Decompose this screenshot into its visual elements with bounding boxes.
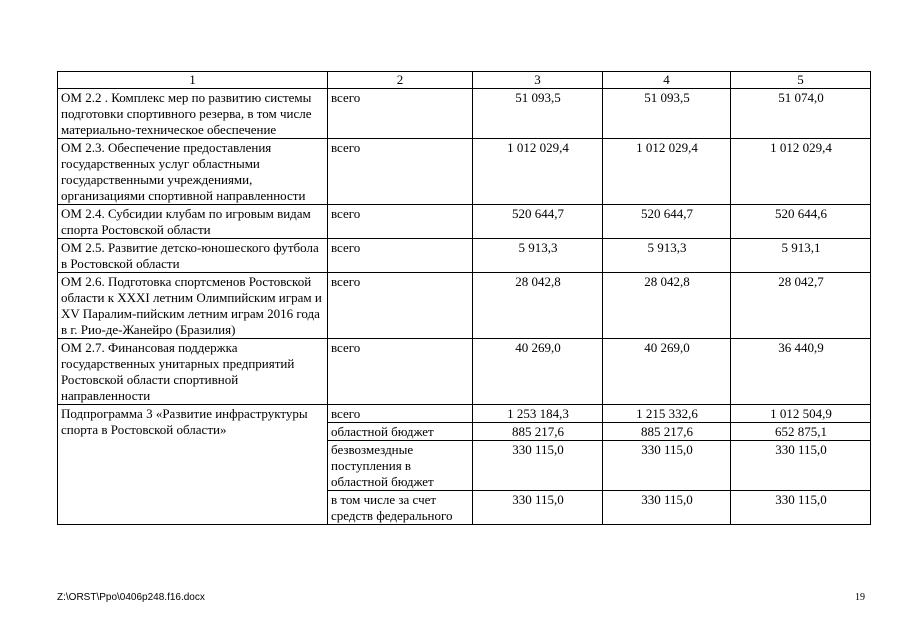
row-value: 28 042,8 [603,273,731,339]
row-name: ОМ 2.6. Подготовка спортсменов Ростовской области к XXXI летним Олимпийским играм и XV Паралим-пийским летним играм 2016 года в г. Рио-де-Жанейро (Бразилия) [58,273,328,339]
table-row [58,139,871,205]
row-value: 520 644,7 [473,205,603,239]
row-value: 40 269,0 [473,339,603,405]
row-value: 330 115,0 [603,491,731,525]
row-name: ОМ 2.5. Развитие детско-юношеского футбола в Ростовской области [58,239,328,273]
row-name: ОМ 2.7. Финансовая поддержка государственных унитарных предприятий Ростовской области спортивной направленности [58,339,328,405]
row-value: 885 217,6 [603,423,731,441]
row-name: ОМ 2.2 . Комплекс мер по развитию системы подготовки спортивного резерва, в том числе материально-техническое обеспечение [58,89,328,139]
row-value: 1 012 029,4 [731,139,871,205]
table-row [58,239,871,273]
row-type: областной бюджет [328,423,473,441]
header-cell: 1 [58,72,328,89]
row-type: в том числе за счет средств федерального [328,491,473,525]
header-cell: 4 [603,72,731,89]
row-value: 5 913,3 [603,239,731,273]
row-value: 5 913,1 [731,239,871,273]
row-type: всего [328,339,473,405]
row-value: 51 093,5 [473,89,603,139]
row-value: 1 012 029,4 [603,139,731,205]
file-path: Z:\ORST\Ppo\0406p248.f16.docx [57,592,205,603]
row-value: 28 042,7 [731,273,871,339]
header-cell: 5 [731,72,871,89]
row-value: 51 093,5 [603,89,731,139]
row-type: всего [328,239,473,273]
row-type: всего [328,139,473,205]
row-type: всего [328,273,473,339]
header-row [58,72,871,89]
budget-table [57,71,871,525]
subprogram-name: Подпрограмма 3 «Развитие инфраструктуры спорта в Ростовской области» [58,405,328,525]
row-value: 330 115,0 [603,441,731,491]
header-cell: 3 [473,72,603,89]
row-value: 330 115,0 [473,491,603,525]
row-value: 1 012 029,4 [473,139,603,205]
row-type: всего [328,205,473,239]
row-value: 51 074,0 [731,89,871,139]
row-value: 40 269,0 [603,339,731,405]
row-value: 1 253 184,3 [473,405,603,423]
row-value: 652 875,1 [731,423,871,441]
row-type: всего [328,405,473,423]
row-value: 520 644,7 [603,205,731,239]
table-row [58,405,871,423]
table-row [58,205,871,239]
table-row [58,273,871,339]
row-value: 330 115,0 [473,441,603,491]
header-cell: 2 [328,72,473,89]
table-row [58,339,871,405]
table-row [58,89,871,139]
row-type: всего [328,89,473,139]
page-number: 19 [855,592,865,603]
row-value: 28 042,8 [473,273,603,339]
row-name: ОМ 2.3. Обеспечение предоставления государственных услуг областными государственными учреждениями, организациями спортивной направленности [58,139,328,205]
row-name: ОМ 2.4. Субсидии клубам по игровым видам спорта Ростовской области [58,205,328,239]
row-value: 1 012 504,9 [731,405,871,423]
row-value: 1 215 332,6 [603,405,731,423]
row-value: 36 440,9 [731,339,871,405]
row-type: безвозмездные поступления в областной бюджет [328,441,473,491]
row-value: 885 217,6 [473,423,603,441]
row-value: 330 115,0 [731,491,871,525]
row-value: 5 913,3 [473,239,603,273]
row-value: 330 115,0 [731,441,871,491]
row-value: 520 644,6 [731,205,871,239]
